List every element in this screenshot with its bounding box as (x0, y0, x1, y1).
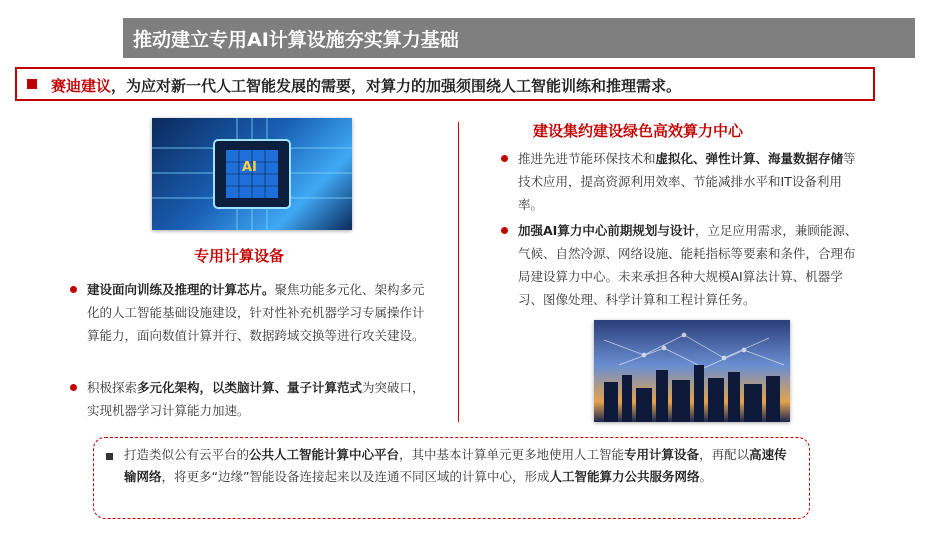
bottom-text-5: 。 (699, 469, 712, 484)
page-title: 推动建立专用AI计算设施夯实算力基础 (133, 29, 459, 51)
ai-chip-image (152, 118, 352, 230)
bottom-summary-text (124, 444, 796, 488)
title-bar (123, 18, 915, 58)
bottom-text-2: ，其中基本计算单元更多地使用人工智能 (399, 447, 625, 462)
bottom-text-3: ，再配以 (699, 447, 750, 462)
bottom-summary-box (93, 437, 810, 519)
square-bullet-icon (27, 79, 37, 89)
right-bullet-2-text: ，立足应用需求，兼顾能源、气候、自然冷源、网络设施、能耗指标等要素和条件，合理布局建设算力中心。未来承担各种大规模AI算法计算、机器学习、图像处理、科学计算和工程计算任务。 (518, 223, 858, 307)
left-bullet-2-text: 为突破口，实现机器学习计算能力加速。 (87, 380, 425, 418)
left-bullet-2-bold: 多元化架构，以类脑计算、量子计算范式 (137, 380, 363, 395)
left-bullet-1-bold: 建设面向训练及推理的计算芯片。 (87, 282, 275, 297)
smart-city-image (594, 320, 790, 422)
bottom-bold-1: 公共人工智能计算中心平台 (249, 447, 400, 462)
right-bullet-1 (518, 147, 866, 216)
left-bullet-1-text: 聚焦功能多元化、架构多元化的人工智能基础设施建设，针对性补充机器学习专属操作计算能力，面向数值计算并行、数据跨域交换等进行攻关建设。 (87, 282, 425, 343)
bullet-dot-icon (70, 286, 77, 293)
recommendation-body: ，为应对新一代人工智能发展的需要，对算力的加强须围绕人工智能训练和推理需求。 (111, 77, 682, 95)
bottom-bold-4: 人工智能算力公共服务网络 (549, 469, 700, 484)
right-bullet-1-text: 等技术应用，提高资源利用效率、节能减排水平和IT设备利用率。 (518, 151, 856, 212)
right-bullet-1-pre: 推进先进节能环保技术和 (518, 151, 656, 166)
recommendation-highlight: 赛迪建议 (51, 77, 112, 95)
right-heading: 建设集约建设绿色高效算力中心 (533, 122, 744, 140)
bullet-dot-icon (501, 155, 508, 162)
left-bullet-2 (87, 376, 432, 422)
left-heading: 专用计算设备 (194, 247, 285, 265)
column-divider (458, 122, 459, 422)
bottom-bold-2: 专用计算设备 (624, 447, 700, 462)
right-bullet-1-bold: 虚拟化、弹性计算、海量数据存储 (655, 151, 844, 166)
right-bullet-2-bold: 加强AI算力中心前期规划与设计 (518, 223, 695, 238)
bottom-text-1: 打造类似公有云平台的 (124, 447, 250, 462)
bottom-text-4: ，将更多“边缘”智能设备连接起来以及连通不同区域的计算中心，形成 (161, 469, 550, 484)
recommendation-box (15, 67, 875, 101)
left-bullet-2-pre: 积极探索 (87, 380, 138, 395)
bullet-dot-icon (501, 227, 508, 234)
left-bullet-1 (87, 278, 432, 347)
bullet-dot-icon (70, 384, 77, 391)
bottom-bold-3: 高速传输网络 (124, 447, 787, 484)
right-bullet-2 (518, 219, 866, 311)
city-network-icon (594, 320, 790, 422)
chip-label: AI (242, 160, 257, 175)
recommendation-text (51, 75, 681, 96)
square-bullet-icon (106, 453, 113, 460)
